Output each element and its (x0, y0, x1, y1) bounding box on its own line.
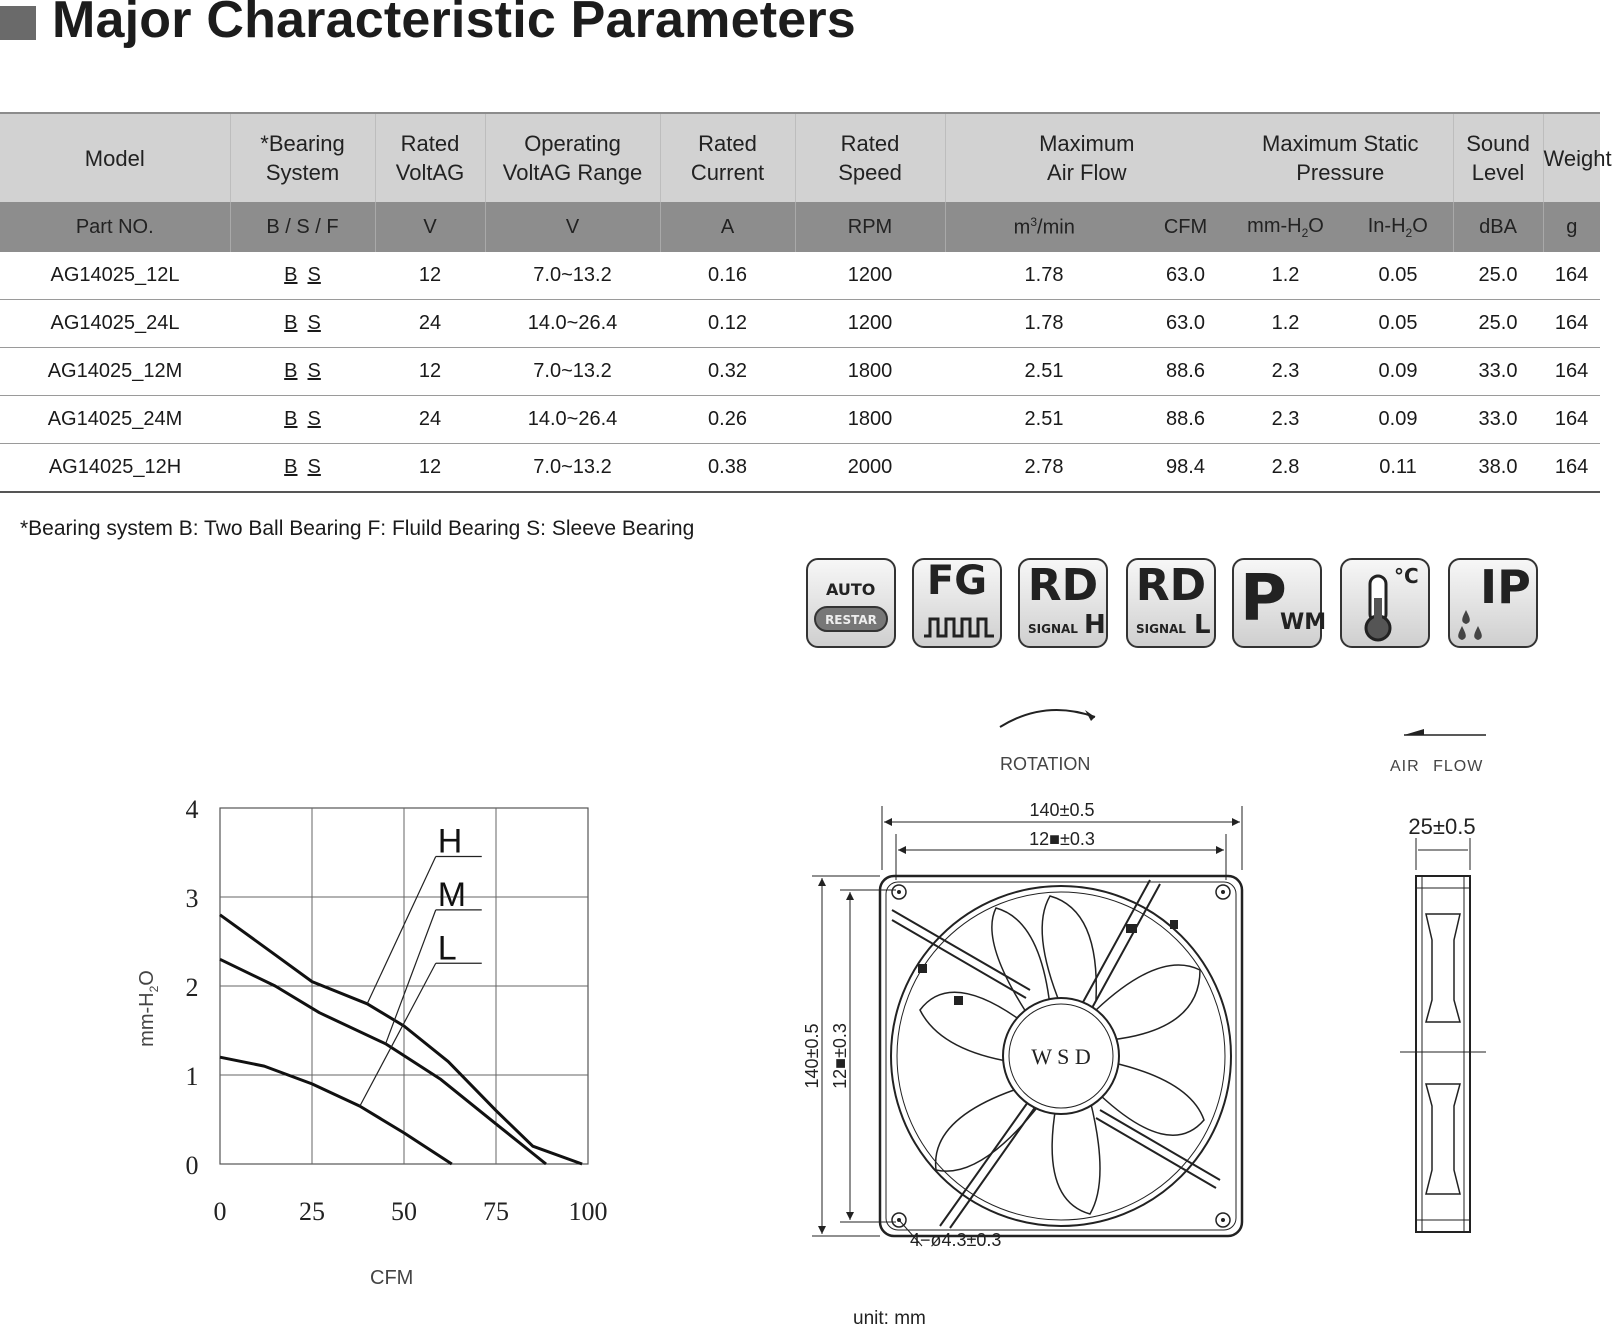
cell-mmh2o: 1.2 (1228, 252, 1343, 300)
cell-rated-voltage: 12 (375, 444, 485, 493)
cell-current: 0.26 (660, 396, 795, 444)
pwm-icon: P WM (1232, 558, 1322, 648)
bearing-footnote: *Bearing system B: Two Ball Bearing F: Fluild Bearing S: Sleeve Bearing (20, 517, 695, 540)
depth-dimension: 25±0.5 (1408, 814, 1476, 839)
cell-model: AG14025_24M (0, 396, 230, 444)
cell-inh2o: 0.09 (1343, 396, 1453, 444)
x-tick-label: 50 (391, 1197, 417, 1226)
cell-model: AG14025_12H (0, 444, 230, 493)
fan-front-view-drawing (800, 800, 1250, 1280)
cell-dba: 33.0 (1453, 396, 1543, 444)
spec-table (0, 112, 1612, 493)
cell-model: AG14025_12L (0, 252, 230, 300)
fg-signal-icon: FG (912, 558, 1002, 648)
cell-weight: 164 (1543, 300, 1600, 348)
unit-airflow-cfm: CFM (1143, 202, 1228, 252)
y-tick-label: 4 (185, 795, 199, 824)
square-wave-icon (924, 616, 994, 640)
cell-bearing: B S (230, 396, 375, 444)
cell-m3min: 1.78 (945, 300, 1143, 348)
table-row (0, 444, 1600, 493)
cell-current: 0.12 (660, 300, 795, 348)
cell-weight: 164 (1543, 396, 1600, 444)
fan-side-view-drawing (1390, 810, 1500, 1240)
airflow-arrow-icon (1400, 726, 1490, 740)
cell-mmh2o: 2.8 (1228, 444, 1343, 493)
unit-part-no: Part NO. (0, 202, 230, 252)
rd-signal-high-icon: RD SIGNAL H (1018, 558, 1108, 648)
cell-dba: 25.0 (1453, 300, 1543, 348)
cell-current: 0.38 (660, 444, 795, 493)
unit-rated-voltage: V (375, 202, 485, 252)
unit-label: unit: mm (853, 1308, 926, 1329)
header-row (0, 113, 1600, 202)
chart-y-label: $mm-H_2O$ (135, 970, 161, 1047)
curve-l (220, 1057, 452, 1164)
page-title: Major Characteristic Parameters (52, 0, 856, 49)
unit-sound: dBA (1453, 202, 1543, 252)
cell-weight: 164 (1543, 252, 1600, 300)
cell-cfm: 63.0 (1143, 252, 1228, 300)
ip-rating-icon: IP (1448, 558, 1538, 648)
series-label: M (437, 875, 467, 914)
leader-line (360, 963, 436, 1106)
table-row (0, 300, 1600, 348)
cell-operating-voltage: 7.0~13.2 (485, 348, 660, 396)
col-sound: Sound Level (1453, 113, 1543, 202)
rotation-label: ROTATION (1000, 754, 1091, 774)
hub-label: W S D (1031, 1044, 1091, 1069)
table-row (0, 252, 1600, 300)
cell-weight: 164 (1543, 348, 1600, 396)
cell-inh2o: 0.09 (1343, 348, 1453, 396)
cell-speed: 2000 (795, 444, 945, 493)
x-tick-label: 0 (213, 1197, 227, 1226)
col-rated-voltage: Rated VoltAG (375, 113, 485, 202)
col-rated-speed: Rated Speed (795, 113, 945, 202)
cell-speed: 1200 (795, 252, 945, 300)
rotation-arrow-icon (995, 705, 1105, 733)
cell-rated-voltage: 12 (375, 252, 485, 300)
cell-dba: 38.0 (1453, 444, 1543, 493)
cell-rated-voltage: 12 (375, 348, 485, 396)
cell-cfm: 88.6 (1143, 348, 1228, 396)
cell-m3min: 2.51 (945, 396, 1143, 444)
cell-cfm: 88.6 (1143, 396, 1228, 444)
hole-height-dimension: 12■±0.3 (830, 1023, 850, 1089)
chart-leaders (360, 822, 482, 1106)
cell-model: AG14025_12M (0, 348, 230, 396)
col-static-pressure: Maximum Static Pressure (1228, 113, 1453, 202)
cell-speed: 1800 (795, 396, 945, 444)
cell-operating-voltage: 7.0~13.2 (485, 444, 660, 493)
units-row (0, 202, 1600, 252)
cell-mmh2o: 1.2 (1228, 300, 1343, 348)
cell-cfm: 63.0 (1143, 300, 1228, 348)
x-tick-label: 100 (568, 1197, 608, 1226)
unit-operating-voltage: V (485, 202, 660, 252)
cell-rated-voltage: 24 (375, 300, 485, 348)
cell-bearing: B S (230, 252, 375, 300)
unit-bearing: B / S / F (230, 202, 375, 252)
cell-bearing: B S (230, 348, 375, 396)
cell-operating-voltage: 14.0~26.4 (485, 396, 660, 444)
cell-speed: 1200 (795, 300, 945, 348)
unit-current: A (660, 202, 795, 252)
unit-pressure-mm: $mm-H_2O$ (1228, 202, 1343, 252)
airflow-label: AIR FLOW (1390, 758, 1484, 775)
cell-cfm: 98.4 (1143, 444, 1228, 493)
cell-speed: 1800 (795, 348, 945, 396)
title-square-icon (0, 6, 36, 40)
x-tick-label: 25 (299, 1197, 325, 1226)
cell-mmh2o: 2.3 (1228, 396, 1343, 444)
thermometer-icon: °C (1340, 558, 1430, 648)
cell-weight: 164 (1543, 444, 1600, 493)
y-tick-label: 3 (185, 884, 199, 913)
col-air-flow: Maximum Air Flow (945, 113, 1228, 202)
cell-current: 0.32 (660, 348, 795, 396)
auto-restart-icon: AUTO RESTAR (806, 558, 896, 648)
hole-dimension: 4−ø4.3±0.3 (910, 1230, 1002, 1250)
cell-current: 0.16 (660, 252, 795, 300)
col-rated-current: Rated Current (660, 113, 795, 202)
cell-bearing: B S (230, 300, 375, 348)
cell-inh2o: 0.05 (1343, 300, 1453, 348)
pq-curve-chart (150, 795, 630, 1300)
cell-operating-voltage: 14.0~26.4 (485, 300, 660, 348)
cell-model: AG14025_24L (0, 300, 230, 348)
table-row (0, 348, 1600, 396)
y-tick-label: 0 (185, 1151, 199, 1180)
cell-mmh2o: 2.3 (1228, 348, 1343, 396)
chart-curves (220, 915, 582, 1164)
y-tick-label: 1 (185, 1062, 199, 1091)
curve-h (220, 915, 582, 1164)
cell-m3min: 2.51 (945, 348, 1143, 396)
col-weight: Weight (1543, 113, 1600, 202)
col-model: Model (0, 113, 230, 202)
rd-signal-low-icon: RD SIGNAL L (1126, 558, 1216, 648)
series-label: L (437, 929, 457, 968)
height-dimension: 140±0.5 (802, 1023, 822, 1089)
y-tick-label: 2 (185, 973, 199, 1002)
x-tick-label: 75 (483, 1197, 509, 1226)
cell-dba: 33.0 (1453, 348, 1543, 396)
water-drops-icon (1456, 606, 1492, 642)
unit-airflow-m3: $m^3/\min$ (945, 202, 1143, 252)
cell-m3min: 1.78 (945, 252, 1143, 300)
unit-speed: RPM (795, 202, 945, 252)
cell-bearing: B S (230, 444, 375, 493)
cell-inh2o: 0.11 (1343, 444, 1453, 493)
col-bearing: *Bearing System (230, 113, 375, 202)
table-row (0, 396, 1600, 444)
unit-weight: g (1543, 202, 1600, 252)
unit-pressure-in: $In-H_2O$ (1343, 202, 1453, 252)
col-operating-voltage: Operating VoltAG Range (485, 113, 660, 202)
series-label: H (437, 822, 463, 861)
cell-rated-voltage: 24 (375, 396, 485, 444)
cell-operating-voltage: 7.0~13.2 (485, 252, 660, 300)
hole-width-dimension: 12■±0.3 (1029, 829, 1095, 849)
cell-m3min: 2.78 (945, 444, 1143, 493)
width-dimension: 140±0.5 (1029, 800, 1095, 820)
cell-inh2o: 0.05 (1343, 252, 1453, 300)
chart-x-label: CFM (370, 1267, 414, 1289)
cell-dba: 25.0 (1453, 252, 1543, 300)
